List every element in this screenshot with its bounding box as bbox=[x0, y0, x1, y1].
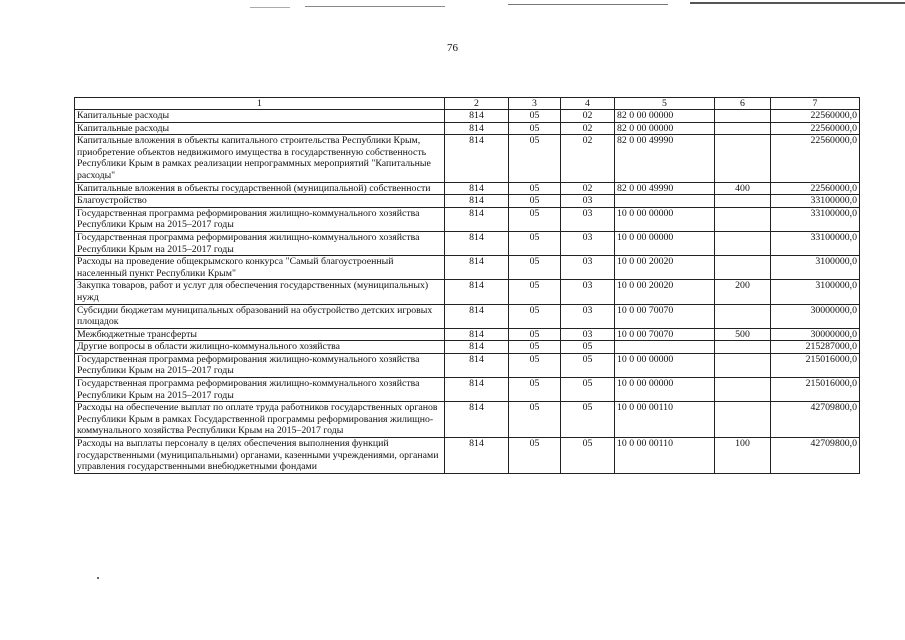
grbs-code-cell: 814 bbox=[445, 328, 509, 341]
subsection-code-cell: 02 bbox=[561, 122, 615, 135]
target-article-cell: 10 0 00 20020 bbox=[615, 256, 715, 280]
section-code-cell: 05 bbox=[509, 231, 561, 255]
section-code-cell: 05 bbox=[509, 438, 561, 474]
grbs-code-cell: 814 bbox=[445, 122, 509, 135]
grbs-code-cell: 814 bbox=[445, 135, 509, 182]
expense-type-cell bbox=[715, 195, 771, 208]
table-row bbox=[75, 135, 860, 182]
amount-cell: 22560000,0 bbox=[771, 122, 860, 135]
expense-type-cell bbox=[715, 110, 771, 123]
amount-cell: 215016000,0 bbox=[771, 353, 860, 377]
section-code-cell: 05 bbox=[509, 341, 561, 354]
section-code-cell: 05 bbox=[509, 135, 561, 182]
section-code-cell: 05 bbox=[509, 353, 561, 377]
subsection-code-cell: 05 bbox=[561, 402, 615, 438]
target-article-cell: 82 0 00 49990 bbox=[615, 135, 715, 182]
section-code-cell: 05 bbox=[509, 402, 561, 438]
amount-cell: 30000000,0 bbox=[771, 304, 860, 328]
table-row bbox=[75, 207, 860, 231]
grbs-code-cell: 814 bbox=[445, 182, 509, 195]
subsection-code-cell: 03 bbox=[561, 207, 615, 231]
subsection-code-cell: 03 bbox=[561, 280, 615, 304]
grbs-code-cell: 814 bbox=[445, 378, 509, 402]
subsection-code-cell: 03 bbox=[561, 231, 615, 255]
grbs-code-cell: 814 bbox=[445, 402, 509, 438]
amount-cell: 33100000,0 bbox=[771, 207, 860, 231]
header-cell: 2 bbox=[445, 98, 509, 110]
scan-artifact-line bbox=[305, 6, 445, 7]
table-header-row bbox=[75, 98, 860, 110]
table-row bbox=[75, 353, 860, 377]
amount-cell: 33100000,0 bbox=[771, 195, 860, 208]
grbs-code-cell: 814 bbox=[445, 110, 509, 123]
section-code-cell: 05 bbox=[509, 122, 561, 135]
target-article-cell bbox=[615, 195, 715, 208]
subsection-code-cell: 05 bbox=[561, 378, 615, 402]
expense-type-cell: 500 bbox=[715, 328, 771, 341]
target-article-cell: 10 0 00 20020 bbox=[615, 280, 715, 304]
section-code-cell: 05 bbox=[509, 378, 561, 402]
item-name-cell: Государственная программа реформирования жилищно-коммунального хозяйства Республики Крым на 2015–2017 годы bbox=[75, 378, 445, 402]
table-row bbox=[75, 328, 860, 341]
grbs-code-cell: 814 bbox=[445, 353, 509, 377]
expense-type-cell bbox=[715, 304, 771, 328]
grbs-code-cell: 814 bbox=[445, 438, 509, 474]
target-article-cell: 10 0 00 00000 bbox=[615, 353, 715, 377]
item-name-cell: Благоустройство bbox=[75, 195, 445, 208]
section-code-cell: 05 bbox=[509, 110, 561, 123]
section-code-cell: 05 bbox=[509, 304, 561, 328]
table-row bbox=[75, 402, 860, 438]
subsection-code-cell: 03 bbox=[561, 256, 615, 280]
subsection-code-cell: 05 bbox=[561, 438, 615, 474]
subsection-code-cell: 05 bbox=[561, 353, 615, 377]
subsection-code-cell: 02 bbox=[561, 110, 615, 123]
target-article-cell: 10 0 00 00000 bbox=[615, 207, 715, 231]
amount-cell: 22560000,0 bbox=[771, 135, 860, 182]
section-code-cell: 05 bbox=[509, 280, 561, 304]
table-row bbox=[75, 304, 860, 328]
item-name-cell: Государственная программа реформирования жилищно-коммунального хозяйства Республики Крым на 2015–2017 годы bbox=[75, 207, 445, 231]
expense-type-cell bbox=[715, 341, 771, 354]
target-article-cell: 10 0 00 70070 bbox=[615, 328, 715, 341]
expense-type-cell bbox=[715, 378, 771, 402]
grbs-code-cell: 814 bbox=[445, 231, 509, 255]
expense-type-cell bbox=[715, 402, 771, 438]
expense-type-cell bbox=[715, 256, 771, 280]
item-name-cell: Капитальные расходы bbox=[75, 110, 445, 123]
item-name-cell: Расходы на обеспечение выплат по оплате труда работников государственных органов Республики Крым в рамках Государственной программы реформирования жилищно-коммунального хозяйства Республики Крым на 2015–2017 годы bbox=[75, 402, 445, 438]
expense-type-cell: 400 bbox=[715, 182, 771, 195]
amount-cell: 22560000,0 bbox=[771, 182, 860, 195]
scan-artifact-line bbox=[690, 2, 905, 4]
target-article-cell bbox=[615, 341, 715, 354]
expense-type-cell bbox=[715, 231, 771, 255]
expense-type-cell: 100 bbox=[715, 438, 771, 474]
table-row bbox=[75, 378, 860, 402]
table-row bbox=[75, 341, 860, 354]
header-cell: 1 bbox=[75, 98, 445, 110]
item-name-cell: Другие вопросы в области жилищно-коммунального хозяйства bbox=[75, 341, 445, 354]
item-name-cell: Капитальные расходы bbox=[75, 122, 445, 135]
item-name-cell: Закупка товаров, работ и услуг для обеспечения государственных (муниципальных) нужд bbox=[75, 280, 445, 304]
amount-cell: 33100000,0 bbox=[771, 231, 860, 255]
table-row bbox=[75, 182, 860, 195]
expense-type-cell bbox=[715, 353, 771, 377]
section-code-cell: 05 bbox=[509, 182, 561, 195]
budget-table bbox=[74, 97, 860, 474]
header-cell: 5 bbox=[615, 98, 715, 110]
header-cell: 3 bbox=[509, 98, 561, 110]
table-row bbox=[75, 122, 860, 135]
amount-cell: 42709800,0 bbox=[771, 438, 860, 474]
header-cell: 4 bbox=[561, 98, 615, 110]
target-article-cell: 10 0 00 70070 bbox=[615, 304, 715, 328]
section-code-cell: 05 bbox=[509, 256, 561, 280]
expense-type-cell bbox=[715, 122, 771, 135]
subsection-code-cell: 05 bbox=[561, 341, 615, 354]
amount-cell: 22560000,0 bbox=[771, 110, 860, 123]
target-article-cell: 10 0 00 00110 bbox=[615, 438, 715, 474]
amount-cell: 3100000,0 bbox=[771, 280, 860, 304]
table-row bbox=[75, 280, 860, 304]
item-name-cell: Межбюджетные трансферты bbox=[75, 328, 445, 341]
header-cell: 7 bbox=[771, 98, 860, 110]
item-name-cell: Государственная программа реформирования жилищно-коммунального хозяйства Республики Крым на 2015–2017 годы bbox=[75, 231, 445, 255]
target-article-cell: 82 0 00 00000 bbox=[615, 110, 715, 123]
subsection-code-cell: 02 bbox=[561, 182, 615, 195]
expense-type-cell bbox=[715, 135, 771, 182]
subsection-code-cell: 02 bbox=[561, 135, 615, 182]
item-name-cell: Расходы на проведение общекрымского конкурса "Самый благоустроенный населенный пункт Республики Крым" bbox=[75, 256, 445, 280]
grbs-code-cell: 814 bbox=[445, 304, 509, 328]
amount-cell: 30000000,0 bbox=[771, 328, 860, 341]
scan-speck bbox=[97, 577, 99, 579]
target-article-cell: 10 0 00 00000 bbox=[615, 231, 715, 255]
target-article-cell: 82 0 00 49990 bbox=[615, 182, 715, 195]
table-row bbox=[75, 438, 860, 474]
target-article-cell: 10 0 00 00000 bbox=[615, 378, 715, 402]
grbs-code-cell: 814 bbox=[445, 256, 509, 280]
target-article-cell: 82 0 00 00000 bbox=[615, 122, 715, 135]
table-row bbox=[75, 110, 860, 123]
section-code-cell: 05 bbox=[509, 195, 561, 208]
item-name-cell: Капитальные вложения в объекты государственной (муниципальной) собственности bbox=[75, 182, 445, 195]
expense-type-cell: 200 bbox=[715, 280, 771, 304]
grbs-code-cell: 814 bbox=[445, 207, 509, 231]
section-code-cell: 05 bbox=[509, 328, 561, 341]
subsection-code-cell: 03 bbox=[561, 304, 615, 328]
amount-cell: 3100000,0 bbox=[771, 256, 860, 280]
expense-type-cell bbox=[715, 207, 771, 231]
target-article-cell: 10 0 00 00110 bbox=[615, 402, 715, 438]
section-code-cell: 05 bbox=[509, 207, 561, 231]
table-row bbox=[75, 256, 860, 280]
amount-cell: 42709800,0 bbox=[771, 402, 860, 438]
item-name-cell: Государственная программа реформирования жилищно-коммунального хозяйства Республики Крым на 2015–2017 годы bbox=[75, 353, 445, 377]
subsection-code-cell: 03 bbox=[561, 195, 615, 208]
subsection-code-cell: 03 bbox=[561, 328, 615, 341]
header-cell: 6 bbox=[715, 98, 771, 110]
page-number: 76 bbox=[447, 42, 458, 54]
amount-cell: 215016000,0 bbox=[771, 378, 860, 402]
item-name-cell: Капитальные вложения в объекты капитального строительства Республики Крым, приобретение объектов недвижимого имущества в государственную собственность Республики Крым в рамках реализации непрограммных мероприятий "Капитальные расходы" bbox=[75, 135, 445, 182]
amount-cell: 215287000,0 bbox=[771, 341, 860, 354]
item-name-cell: Субсидии бюджетам муниципальных образований на обустройство детских игровых площадок bbox=[75, 304, 445, 328]
scan-artifact-line bbox=[250, 7, 290, 8]
table-row bbox=[75, 231, 860, 255]
item-name-cell: Расходы на выплаты персоналу в целях обеспечения выполнения функций государственными (муниципальными) органами, казенными учреждениями, органами управления государственными внебюджетными фондами bbox=[75, 438, 445, 474]
table-row bbox=[75, 195, 860, 208]
grbs-code-cell: 814 bbox=[445, 341, 509, 354]
grbs-code-cell: 814 bbox=[445, 195, 509, 208]
grbs-code-cell: 814 bbox=[445, 280, 509, 304]
scan-artifact-line bbox=[508, 4, 668, 5]
